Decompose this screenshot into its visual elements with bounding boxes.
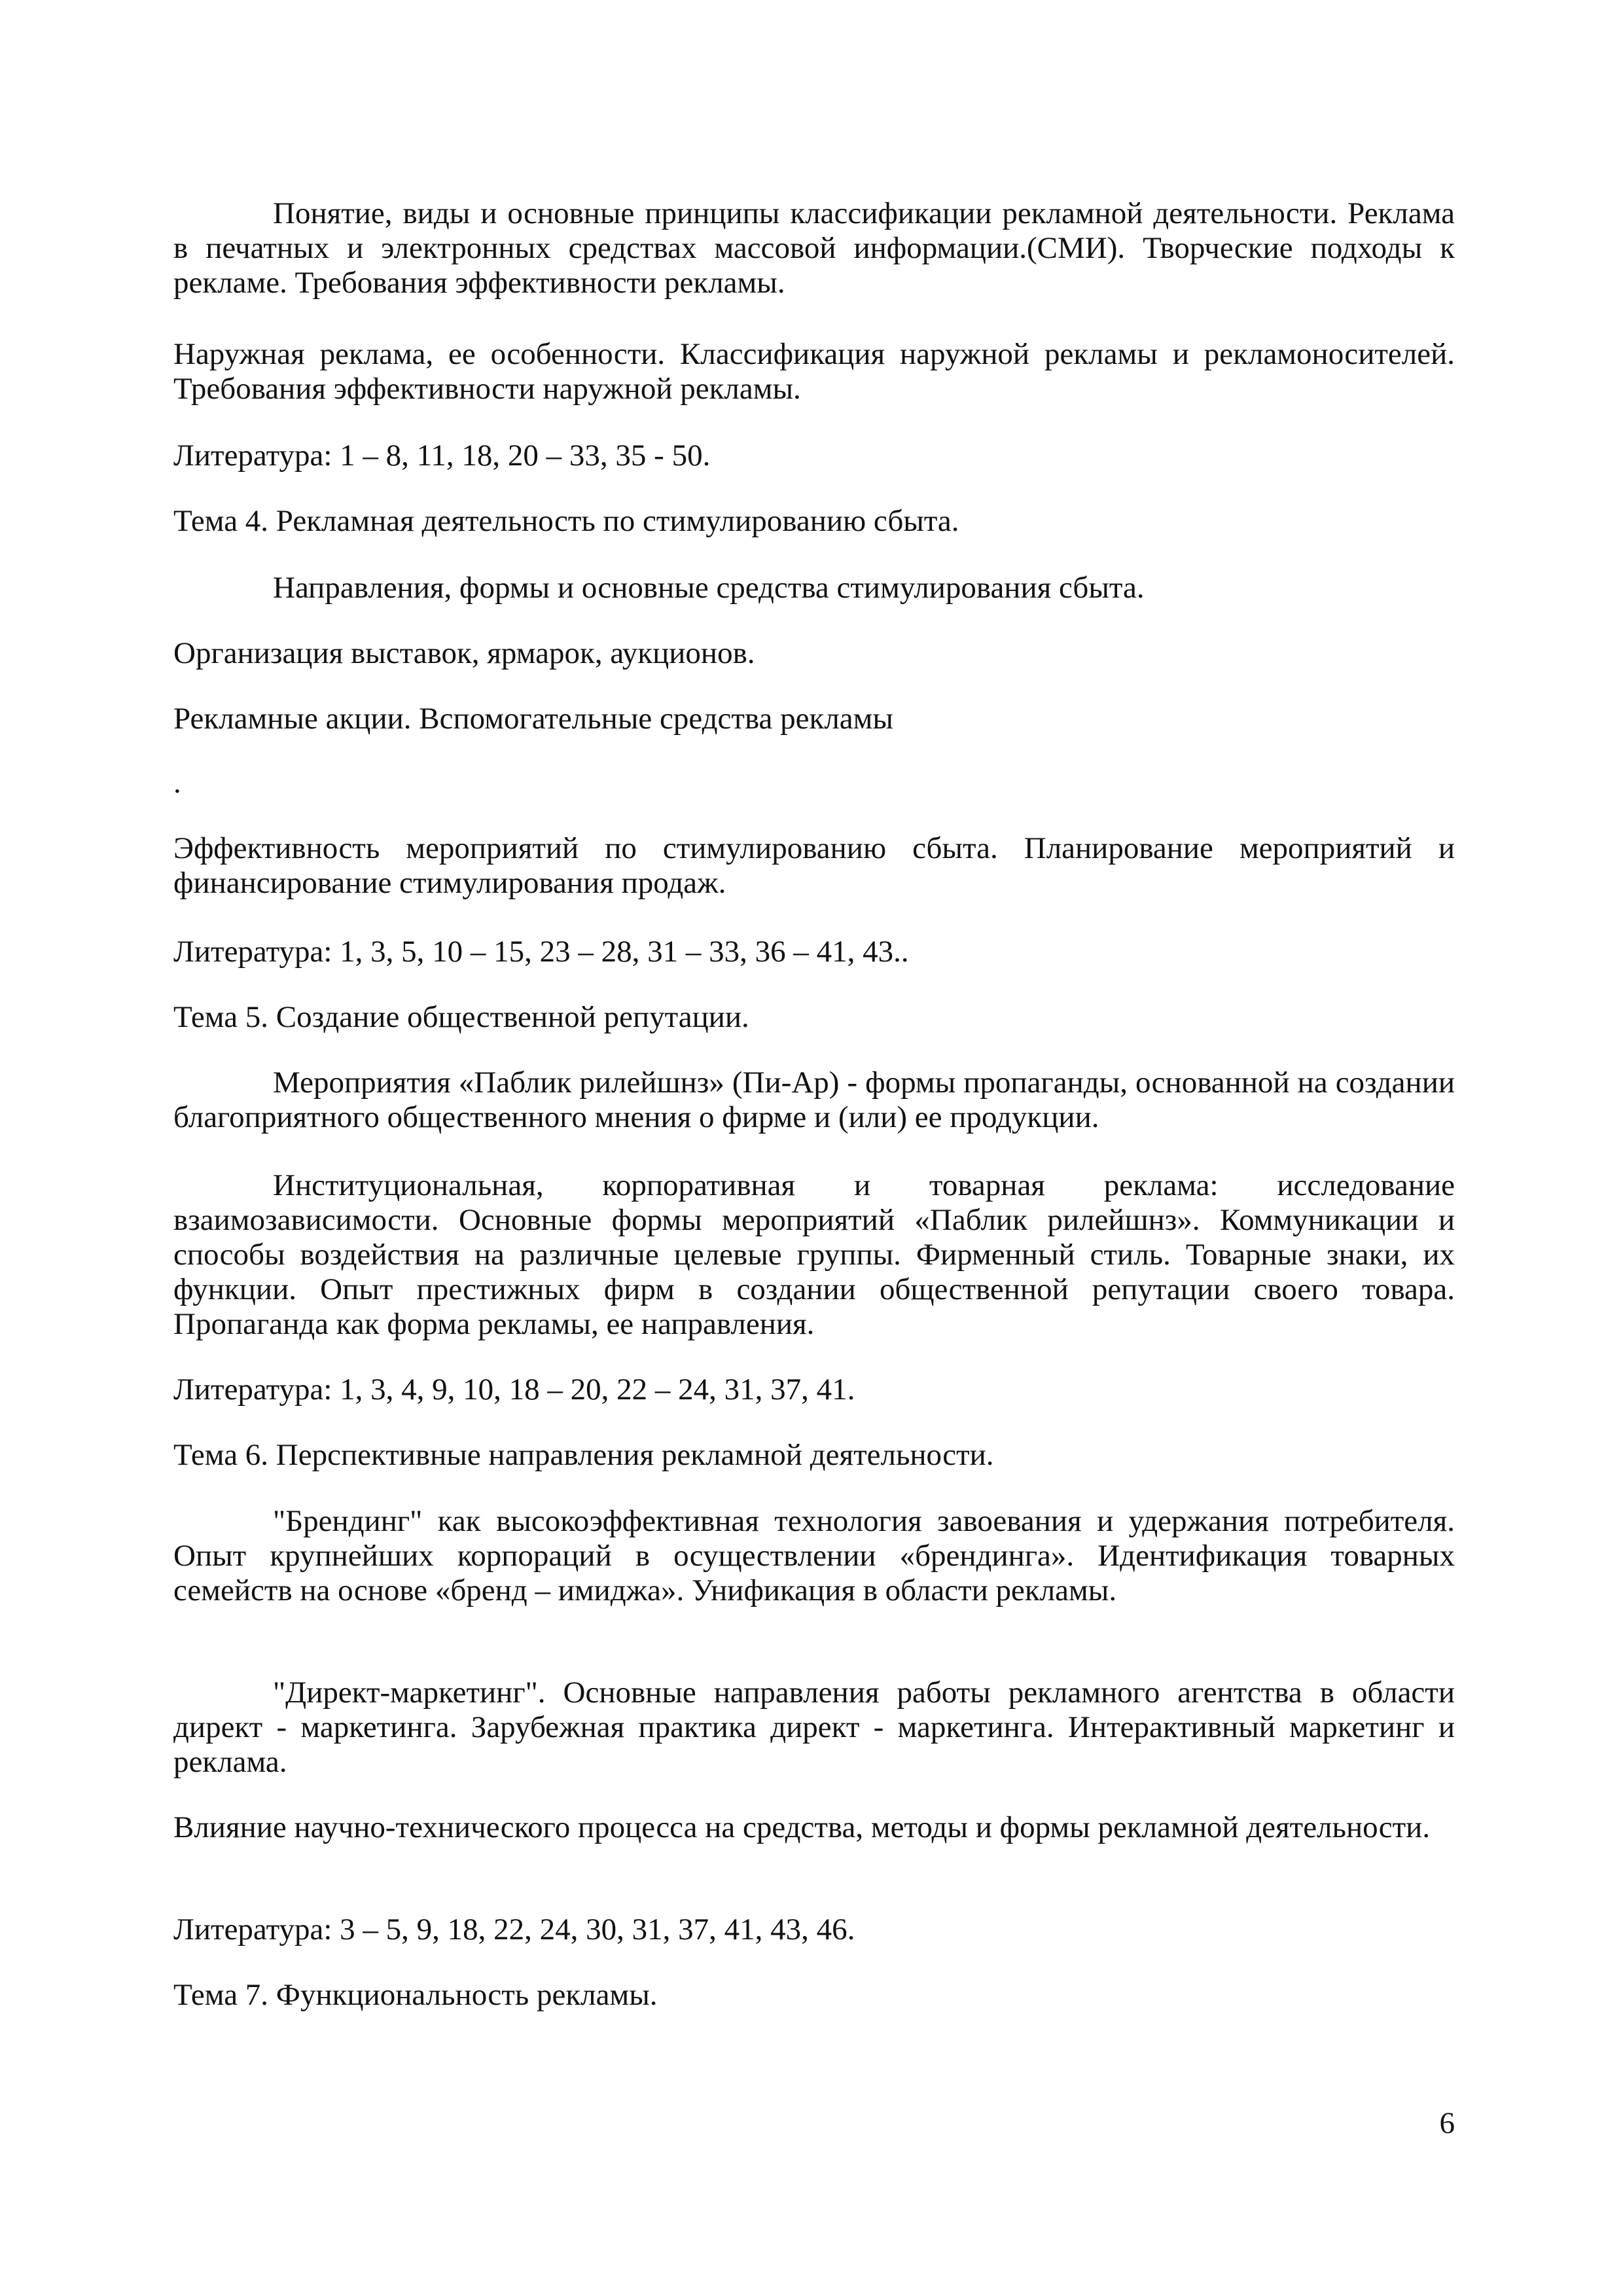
paragraph-literature-topic-4: Литература: 1, 3, 5, 10 – 15, 23 – 28, 31 – 33, 36 – 41, 43.. — [173, 935, 909, 969]
paragraph-sales-promotion-directions: Направления, формы и основные средства стимулирования сбыта. — [273, 571, 1145, 605]
heading-topic-5: Тема 5. Создание общественной репутации. — [173, 1000, 749, 1034]
paragraph-branding: "Брендинг" как высокоэффективная технология завоевания и удержания потребителя. Опыт крупнейших корпораций в осуществлении «брендинга». Идентификация товарных семейств на основе «бренд – имиджа». Унификация в области рекламы. — [173, 1504, 1455, 1607]
paragraph-outdoor-advertising: Наружная реклама, ее особенности. Классификация наружной рекламы и рекламоносителей. Требования эффективности наружной рекламы. — [173, 337, 1455, 406]
paragraph-promotion-efficiency: Эффективность мероприятий по стимулированию сбыта. Планирование мероприятий и финансирование стимулирования продаж. — [173, 831, 1455, 900]
heading-topic-7: Тема 7. Функциональность рекламы. — [173, 1978, 658, 2012]
paragraph-literature-topic-3: Литература: 1 – 8, 11, 18, 20 – 33, 35 - 50. — [173, 439, 711, 473]
paragraph-institutional-advertising: Институциональная, корпоративная и товарная реклама: исследование взаимозависимости. Основные формы мероприятий «Паблик рилейшнз». Коммуникации и способы воздействия на различные целевые группы. Фирменный стиль. Товарные знаки, их функции. Опыт престижных фирм в создании общественной репутации своего товара. Пропаганда как форма рекламы, ее направления. — [173, 1168, 1455, 1341]
paragraph-public-relations: Мероприятия «Паблик рилейшнз» (Пи-Ар) - формы пропаганды, основанной на создании благоприятного общественного мнения о фирме и (или) ее продукции. — [173, 1066, 1455, 1134]
heading-topic-6: Тема 6. Перспективные направления рекламной деятельности. — [173, 1438, 994, 1472]
paragraph-literature-topic-5: Литература: 1, 3, 4, 9, 10, 18 – 20, 22 – 24, 31, 37, 41. — [173, 1372, 855, 1407]
paragraph-dot: . — [173, 766, 181, 800]
paragraph-literature-topic-6: Литература: 3 – 5, 9, 18, 22, 24, 30, 31, 37, 41, 43, 46. — [173, 1912, 855, 1946]
paragraph-direct-marketing: "Директ-маркетинг". Основные направления работы рекламного агентства в области директ - маркетинга. Зарубежная практика директ - маркетинга. Интерактивный маркетинг и реклама. — [173, 1676, 1455, 1779]
paragraph-advertising-classification: Понятие, виды и основные принципы классификации рекламной деятельности. Реклама в печатных и электронных средствах массовой информации.(СМИ). Творческие подходы к рекламе. Требования эффективности рекламы. — [173, 196, 1455, 300]
paragraph-advertising-campaigns: Рекламные акции. Вспомогательные средства рекламы — [173, 702, 893, 736]
heading-topic-4: Тема 4. Рекламная деятельность по стимулированию сбыта. — [173, 504, 959, 538]
page-number: 6 — [1439, 2106, 1455, 2140]
paragraph-exhibitions: Организация выставок, ярмарок, аукционов. — [173, 636, 755, 670]
paragraph-scientific-progress: Влияние научно-технического процесса на средства, методы и формы рекламной деятельности. — [173, 1810, 1431, 1844]
